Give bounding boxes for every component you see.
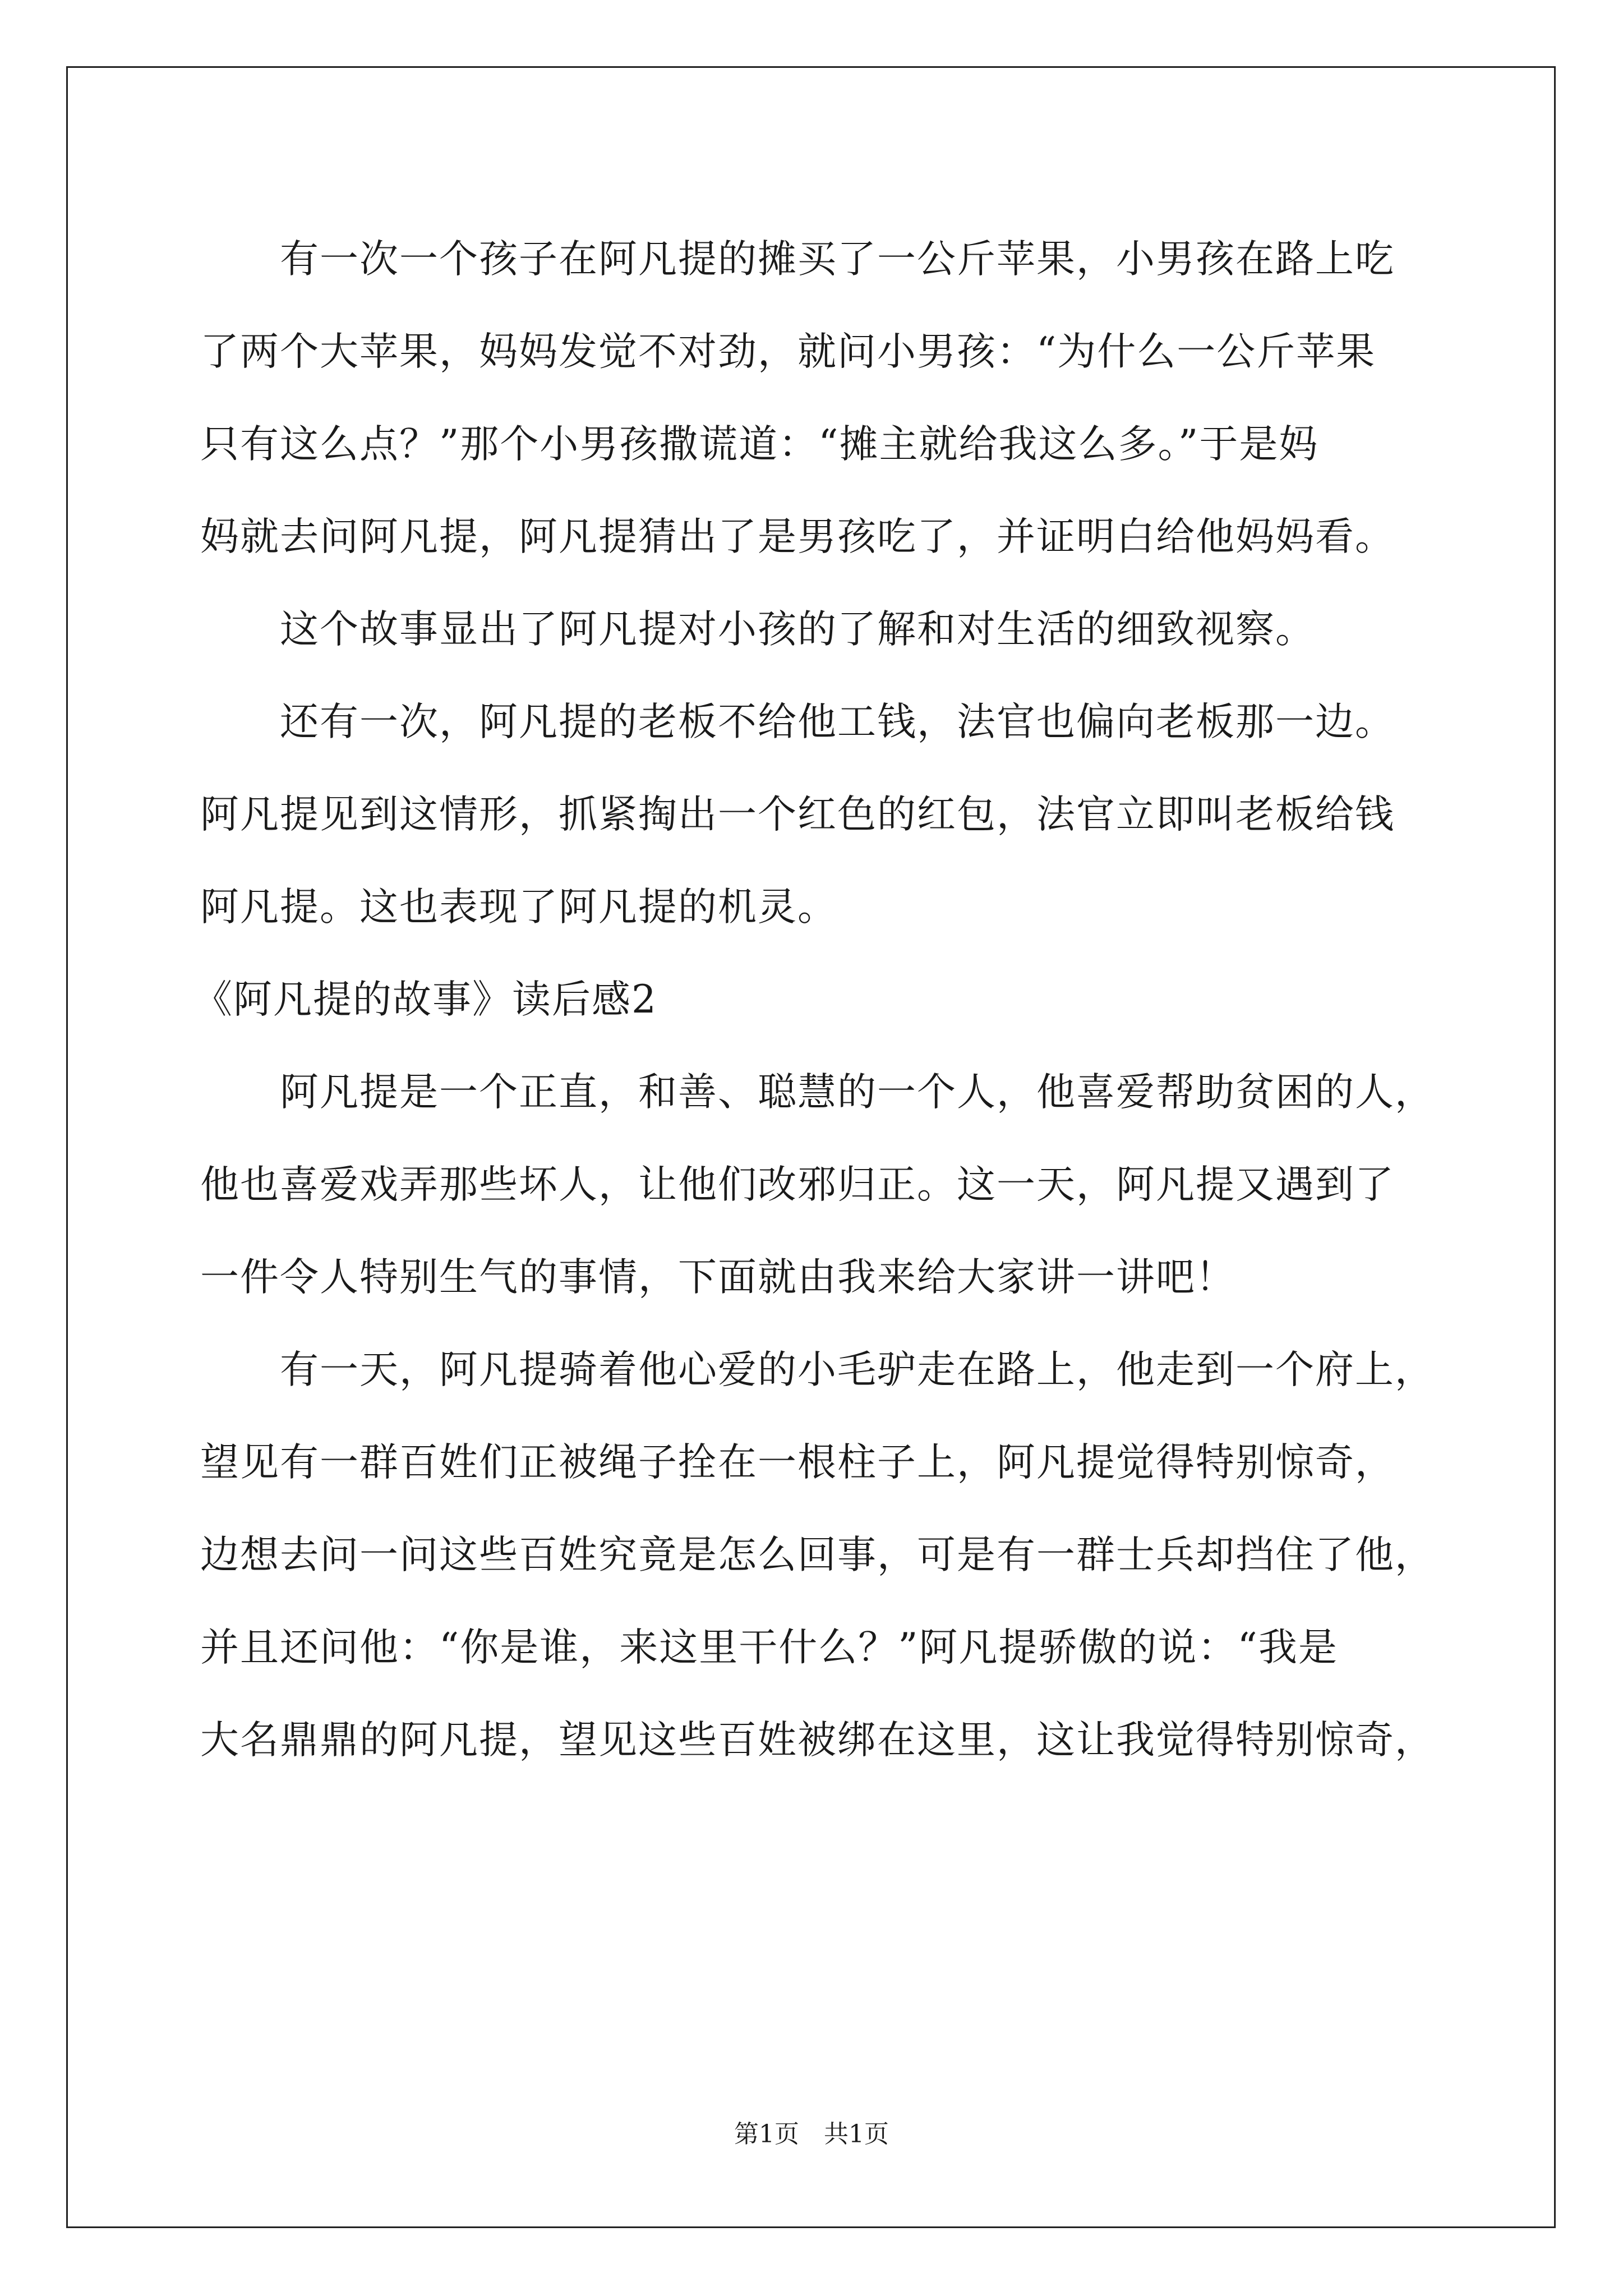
paragraph-line-15: 边想去问一问这些百姓究竟是怎么回事，可是有一群士兵却挡住了他， (200, 1533, 1435, 1577)
paragraph-line-12: 一件令人特别生气的事情，下面就由我来给大家讲一讲吧！ (200, 1255, 1235, 1300)
paragraph-line-3: 只有这么点？”那个小男孩撒谎道：“摊主就给我这么多。”于是妈 (200, 422, 1319, 467)
paragraph-line-5: 这个故事显出了阿凡提对小孩的了解和对生活的细致视察。 (280, 607, 1315, 652)
paragraph-line-17: 大名鼎鼎的阿凡提，望见这些百姓被绑在这里，这让我觉得特别惊奇， (200, 1718, 1435, 1763)
paragraph-line-6: 还有一次，阿凡提的老板不给他工钱，法官也偏向老板那一边。 (280, 700, 1395, 744)
paragraph-line-4: 妈就去问阿凡提，阿凡提猜出了是男孩吃了，并证明白给他妈妈看。 (200, 514, 1395, 559)
paragraph-line-1: 有一次一个孩子在阿凡提的摊买了一公斤苹果，小男孩在路上吃 (280, 237, 1395, 282)
paragraph-line-16: 并且还问他：“你是谁，来这里干什么？”阿凡提骄傲的说：“我是 (200, 1625, 1338, 1670)
paragraph-line-11: 他也喜爱戏弄那些坏人，让他们改邪归正。这一天，阿凡提又遇到了 (200, 1162, 1395, 1207)
page-total-label: 共1页 (824, 2120, 889, 2148)
page-number-label: 第1页 (734, 2120, 799, 2148)
section-heading: 《阿凡提的故事》读后感2 (193, 977, 657, 1022)
page-footer (0, 2118, 1623, 2151)
paragraph-line-7: 阿凡提见到这情形，抓紧掏出一个红色的红包，法官立即叫老板给钱 (200, 792, 1395, 837)
paragraph-line-13: 有一天，阿凡提骑着他心爱的小毛驴走在路上，他走到一个府上， (280, 1347, 1435, 1392)
document-body (193, 213, 1435, 1787)
paragraph-line-14: 望见有一群百姓们正被绳子拴在一根柱子上，阿凡提觉得特别惊奇， (200, 1440, 1395, 1485)
paragraph-line-2: 了两个大苹果，妈妈发觉不对劲，就问小男孩：“为什么一公斤苹果 (200, 329, 1376, 374)
paragraph-line-10: 阿凡提是一个正直，和善、聪慧的一个人，他喜爱帮助贫困的人， (280, 1070, 1435, 1115)
paragraph-line-8: 阿凡提。这也表现了阿凡提的机灵。 (200, 885, 837, 930)
